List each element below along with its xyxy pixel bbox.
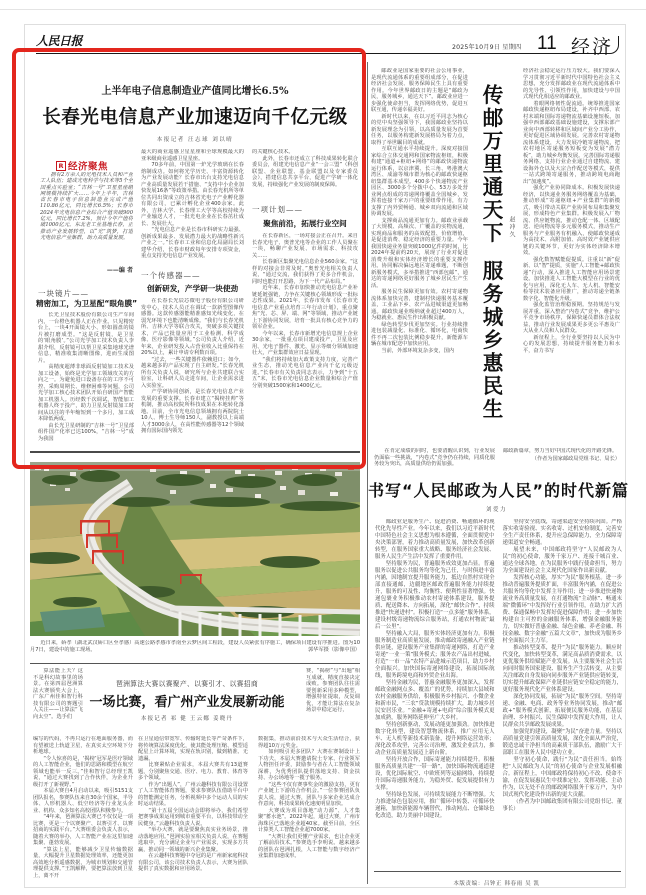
paragraph: 此外，长春市还成立了科技成果转化联合委员会，组建光电信息产业“一会三盟”（科创联盟、企业联盟、基金联盟以及专家委员会），搭建信息共享平台，促进产学研一体化发展，持续强化产业发展的制度保障。 [252,155,358,188]
section-label: 一项计划—— [252,205,303,214]
paragraph: 产学研协同创新，是长春光电信息产业发展的重要支撑。长春市建立“揭榜挂帅”等机制，推动高校院所科技成果在本地转化落地。目前，全市光电信息领域拥有两院院士10人、博士生导师150人，副教授以上高端人才3000余人，在高性能传感器等12个领域拥有国际国内领先 [141,389,244,434]
paragraph-list [371,68,468,354]
article-byline: 本报记者 汪志球 刘以晴 [156,137,234,143]
paragraph: 坚持金融为民，普惠金融服务更加深入。发挥邮政金融网点多、覆盖广的优势，持续加大县域和农村金融服务供给，积极服务乡村振兴、小微企业和新市民，“三农”贷款规模持续扩大，助力城乡居民安居乐业。“金融+寄递+电商”综合服务模式更加成熟，服务网络延伸至广大乡村。 [375,680,495,721]
news-photo-highway-construction [30,462,360,636]
paragraph: 高精度超薄非球面反射镜加工技术及加工设备，始终是光学加工领域攻关的方向之一。为避免进口设备存在的工序不可控、采购周期长、维修困难等问题，公司光学加工核心技术团队开始自研国产智能加工机器人。历经数千次调试，智能加工机器人终于投产，助力卫星反射镜加工时间从以往的半年缩短到一个多月，加工成本降低两成。 [38,364,134,422]
article-body-column [38,312,134,449]
article-changchun-optoelectronics[interactable] [30,62,360,454]
article-body-column [141,298,244,449]
paragraph-list [141,298,244,435]
paragraph: 发挥核心功能，厚实“为民”服务根基。进一步推动普遍服务提质扩面，丰富服务内涵，在促进公共服务均等化中发挥主导作用；进一步推进快递物流业务高质量发展，在打通物流“主动脉”、畅通末端“微循环”中发挥好行业引领作用，在助力扩大消费、保通保畅中发挥好促进保障作用；进一步加快构建自主可控的金融服务体系，增强金融服务能力，切实做好普惠金融、绿色金融、养老金融、科技金融、数字金融“五篇大文章”，加快成为服务乡村全面振兴主力军。 [502,575,622,644]
paragraph-list [141,162,244,260]
continued-text: 的关键核心技术。 [252,149,294,155]
article-closing-text [374,448,495,468]
section-label: 一块镜片—— [38,289,89,298]
article-closing-text [503,448,620,455]
paragraph: 新时代以来，在以习近平同志为核心的党中央坚强领导下，我国邮政业坚持以新发展理念为引领，以高质量发展为首要任务，以服务构建新发展格局为着力点，取得了举世瞩目的成就。 [371,113,468,146]
paragraph: 当前，外部环境复杂多变，国内 [381,347,455,354]
paragraph: 互联互通水平持续提升。深度对接国家综合立体交通网和国家物流枢纽，积极构建“通道+枢纽+网络”的邮政快递物流运行体系，以京津冀、长三角、粤港澳大湾区、成渝等城市群为核心的邮政快递枢纽集群基本成型。400多个快递物流产业园区、3000多个分拨中心、53万多处营业网点组成的寄递网络覆盖全国城乡，发挥着连接千家万户的重要纽带作用，有力支撑了内外贸畅通、城乡双向流通和区域协调发展。 [371,146,468,217]
paragraph: 如何吸引更多团队？大赛在赛制设计上下功夫，本届大赛邀请院士专家、行业领军人物担任评委，鼓励参与者在人工智能领域深耕，为优秀团队提供落地支持、资金扶持、办公场地等一揽子服务。 [258,749,360,781]
paragraph: 在长春新区，一场对接会正在召开。来自长春光电子、奥普光电等企业的工作人员聚在一块，畅聊产业发展、市场需求、科技攻关…… [252,233,358,259]
author-note: （作者为国家邮政局党组书记、局长） [531,456,620,462]
paragraph: 邮政业是国家重要的社会公用事业，是现代流通体系的重要组成部分，在促进经济社会发展、服务保障民生上具有重要作用。今年世界邮政日的主题是“邮政为民，服务城乡，通达天下”。邮政业应进一步强化使命担当，发挥网络优势，促进互联互通，传递幸福美好。 [371,68,468,113]
article-body-column [371,68,468,444]
paragraph: 作为“出题人”，广州云趣科技有限公司设置了人工智能体育赛题，要求参赛队伍借助平台中的智能测定任务，分析视频中多个运动人员的实时运动结果。 [138,781,248,807]
paragraph: 大赛成为项目落地“动力源”、人才集聚“蓄水池”。2022年起，通过大赛，广州市海珠区已落地企业超40家。截至目前，全区计算类人工智能企业超7000家。 [258,807,360,833]
paragraph: 深化协同发展，拓展“为民”服务空间。坚持寄递、金融、电商、政务等业务协同发展，推动“邮政+”服务模式创新，拓展便民服务功能，在基层治理、乡村振兴、民生保障中发挥更大作用，让人民群众共享邮政发展成果。 [502,694,622,728]
paragraph: 长春新区集聚光电信息企业560余家。“这样的对接会非常及时，”奥普光电相关负责人说，“通过交流，我们获得了更多合作机会，同时也能打开思路，为下一代产品布局。” [252,259,358,285]
column-tag-label: 经济聚焦 [68,161,109,173]
paragraph: “这些不仅有赛事奖金的激励支持，更有产业链上下游的合作机会。”一位参赛团队负责人说，通过大赛，团队与多家企业达成合作意向，科技成果转化速度明显加快。 [258,781,360,807]
paragraph-list [138,762,248,873]
paragraph: 近年来，长春市加快推动光电信息产业补链延链强链，力争在关键核心领域形成一批标志性成果。2021年，长春市发布《长春市光电信息产业重点培育三年行动计划》，重点聚焦“光、芯、屏、端、网”等领域，推动产业链上下游协同发展，培育一批具有核心竞争力的领军企业。 [252,285,358,330]
paragraph: “过去，一些关键器件依赖进口；如今，越来越多的产品实现了自主研发。”长春光机所有关负责人说，研究所与企业共建联合实验室，让科研人员走进车间，让企业需求进入实验室。 [141,356,244,389]
continued-text: 在卫星通信带宽窄、传输时延长等严苛条件下，将传统算法深度优化，使其能处理压缩、模型适配星上计算环境，实现在轨识别，做到精准、无遗漏。 [138,736,248,762]
continued-text: 最大的商业遥感卫星星座和全球规模最大的亚米级商业遥感卫星星座。 [141,149,244,162]
editor-signature: ——编 者 [106,267,133,274]
paragraph: 强化产业协同降成本。积极发展快递经济，以快递业务服务网络覆盖为基础，推动形成“寄递枢纽+产业集群”的新模式，吸引带动关联产业协同布局和集聚发展，形成特色产业集群。积极发展入厂物流、供应链物流，推动仓配一体、区域配送、逆向物流等多元服务模式，推动生产服务与产业服务有机融入，使邮政快递成为高技术、高附加值、高时效产业链供应链的关键环节，更好为实体经济降本增效。 [523,185,620,256]
paragraph: 强化监管治理稳预期。坚持规范与发展并重，深入整治“内卷式”竞争，维护公平竞争市场秩序，保障快递员群体合法权益，推动行业发展成果更多更公平惠及广大从业人员和人民群众。 [523,302,620,334]
paragraph: 支撑商品流通更加有力。邮政业承载了大规模、高频次、广覆盖的实物流通，实现商品和服务的高效配置、价值增值，是促进消费、稳定经济的重要力量。今年我国快递业务量突破1000亿件的时间，比2024年提前约20天，展现了行业对促进消费升级和实体经济增长的重要支撑作用。协同解决偏远地区寄递难题，不断创新服务模式，多举措推进“西部包邮”，通达的寄递网络更好服务了城乡居民生产生活。 [371,217,468,289]
newspaper-logo: 人民日报 [36,34,83,48]
author-note: （作者为中国邮政集团有限公司党组书记、董事长） [502,799,622,812]
paragraph: “算法上星，能够减少卫星传输数据量，大幅提升卫星数据处理效率，还能更加高效地分析遥感数据，为城市规划和交通管理提供支撑。”王凯解释，要把算法放到卫星上，离不开 [33,846,133,879]
article-body-column [252,149,358,189]
paragraph: 长光卫星技术股份有限公司生产车间内，一台橙色机器人正在作业。只见精密台上，一块4开面镜大小、形如圆盘的镜片被打磨成型。“这是反射镜，是卫星的‘眼角膜’。”公司光学加工技术负责人李甜介绍，反射镜可以帮卫星采集地球光谱信息，精准收集清晰图像，进而生成图片。 [38,312,134,364]
article-body-column [258,736,360,884]
column-tag-icon: R [56,161,66,171]
article-byline: 本报记者 祁 健 王云娜 姜晓丹 [140,716,234,722]
article-people-postal[interactable] [368,472,630,872]
paragraph: 算法能上天？这不是科幻故事里的场景。在第四届琶洲算法大赛颁奖大会上，广东广州佳和智行科技有限公司的赛题引人关注——让算法“飞向太空”。选手们 [33,668,83,720]
article-byline: 赵冲久 [508,216,515,239]
paragraph-list [38,312,134,442]
paragraph: 绿色转型步伐更加坚实。行业持续推进包装减量化、标准化、循环化，电商快件不再二次包装比例稳步提升，新能源车辆在城市配送中加快应用。 [371,321,468,347]
issue-date: 2025年10月9日 星期四 [452,44,522,51]
paragraph: 坚持服务为民，普遍服务成效更加凸显。普遍服务以促进公共服务均等化为己任，与时俱进丰富内涵，因地制宜提升服务能力，抵边自然村实现全部直接通邮，边疆地区邮政普遍服务能力持续提升，服务的可及性、均衡性、便利性显著增强。快递包裹业务积极推动农村寄递体系建设，服务提质、配送降本、方向拓展，深化“邮快合作”，持续推进“快递进村”。积极打造“一点多能”服务体系，建设村级寄递物流综合服务站，打通农村物流“最后一公里”。 [375,561,495,630]
paragraph: 坚持安全底线，寄递渠道安全持续巩固。严格落实收寄验视、实名收寄、过机安检制度，完善安全生产责任体系，提升应急保障能力，全力保障寄递渠道安全畅通。 [502,519,622,546]
continued-text: 邮政新篇章，努力当好中国式现代化的开路先锋。 [503,448,618,454]
paragraph: 强化数智赋能促提质。注重以“新”促新、以“智”提质，实施“人工智能+邮政快递”行动，深入推进人工智能应用场景建设。加快推进人工智能大模型在行业的优化与应用，深化无人车、无人机、智能安检等技术装备应用推广，推动寄递全链条数字化、智能化升级。 [523,256,620,302]
paragraph: 70多年前，中国第一炉光学玻璃在长春熔制成功。如何将光学历史、丰富资源转化为产业发展动能？长春市出台支持光电信息产业高质量发展若干措施、“支持中小企业加快发展16条”等政策举措。由长春光机所等单位共同出资成立的吉林省光电子产业孵化器有限公司，已累计孵化企业400余家。此外，吉林大学、长春理工大学等高校持续为产业输送人才，一批光电企业在长春茁壮成长、发展壮大。 [141,162,244,227]
photo-caption: 近日来，硚孝（湖北武汉硚口区至孝感）高速公路孝感市孝南至云梦区间工程段，建设人员紧张有序施工，确保项目建设有序推进。图为10月7日，建设中的施工现场。 [30,640,360,653]
article-body-column [33,736,133,884]
section-heading: 聚焦前沿，拓展行业空间 [263,219,347,228]
section-heading: 创新研发，产学研一块使劲 [146,284,239,293]
paragraph: 坚持绿色发展，可持续发展能力不断增强。大力推进绿色包装应用，推广循环中转袋、可循环快递箱，加快新能源车辆替代，推动网点、仓储绿色化改造，助力美丽中国建设。 [375,792,495,819]
page-number: 11 [537,33,557,54]
paragraph-list [375,519,622,820]
paragraph: 比赛紧贴企业需求，本届大赛共有13道赛题，分别聚焦交通、医疗、电力、教育、体育等多个领域。 [138,762,248,781]
paragraph: 推动转型变革，提升“为民”服务能力。顺应时代变化，加快转型变革，满足高品质消费需求，以更优服务供给赋能产业发展。从主要服务社会生活向同时服务国家建设、服务生产生活转变，从主要关注邮政自身发展向同步服务产业链供应链转变，切实提升邮政保障产业链供应链安全稳定的能力，更好服务现代化产业体系建设。 [502,645,622,693]
editor-note: 拥有2万余人的光电技术人员和产业工人队伍；建成光电科学与技术等5个全国重点实验室；“吉林一号”卫星星座组网规模持续扩大……今年上半年，吉林省长春市电子信息制造业完成产值110.86亿元，同比增长6.5%；长春市2024年光电信息产业综合产值突破900亿元，同比增长7.2%，预计今年产值将破1000亿元。东北老工业基地长春，正推动产业发展转型，以“光”筑梦，打造光电信息产业集群，助力高质量发展。 [40,172,133,241]
section-heading: 精密加工，为卫星配“眼角膜” [36,299,138,308]
paragraph: 坚持开放合作，国际寄递能力持续提升。积极服务高质量共建“一带一路”，加快国际物流通道建设，优化国际航空、中欧班列等运输网络，持续提升国际寄递服务能力，为稳外贸、促发展提供有力支撑。 [375,757,495,791]
continued-text: 经济社会稳定运行压力较大。我们要深入学习贯彻习近平新时代中国特色社会主义思想，充分发挥邮政业在现代流通体系中的先导性、引领性作用，加快建设与中国式现代化相适应的邮政业。 [523,68,620,100]
page-editors: 本版责编：吕钟正 韩春雨 吴 凯 [453,881,540,887]
continued-text: 赛，“揭榜”与“出题”相互成就，精度直接决定成败。参赛团队往往需要创新采用多种模型，增强特征提取，反复调优，才能让算法在复杂场景中稳定运行， [306,668,360,713]
paragraph: 坚守初心使命，践行“为民”责任担当。始终把“人民邮政为人民”的初心使命与企业发展相融合。新征程上，中国邮政将保持初心不改、使命不渝，在促发展惠民生中找准定位、发挥功能、主动作为，以无处不在的邮政网络服务千家万户，为中国式现代化建设作出新的更大贡献。 [502,757,622,798]
paragraph: 由长光卫星研制的“吉林一号”卫星部组件国产化率已达100%，“吉林一号”成为我国 [38,422,134,442]
vertical-headline-line-1: 传邮万里通天下 [479,84,503,245]
section-label: 一个传感器—— [141,271,201,280]
paragraph: “第十五届全国运动会即将举办，我们希望把赛事成果运用到城市重要平台，以科技带动全民健身。”云趣科技负责人说。 [138,807,248,827]
continued-text: 数据集，推动前沿技术与大众生活结合，获得超10万元奖金。 [258,736,360,749]
paragraph: 坚持融入大局，服务实体经济更加有力。积极服务制造业高质量发展，推动邮政寄递融入产业链供应链，建设服务产业集群的寄递网络，打造产业寄递“一业一策”服务模式；服务农产品出村进城，打造“一市一品”农特产品进城示范项目，助力乡村全面振兴。加快国际寄递网络建设，拓展国际航线，服务跨境电商和外贸企业出海。 [375,631,495,679]
article-body [375,519,622,867]
article-body-column [252,233,358,449]
paragraph: 在云趣科技赛题中夺冠的是广州新家庭科技有限公司，该公司技术负责人表示，大赛为团队提供了真实数据和应用场景。 [138,853,248,872]
paragraph: 邮政业是服务生产、促进消费、畅通循环的现代化先导性产业。今年以来，我们以习近平新时代中国特色社会主义思想为根本遵循，全面贯彻党中央决策部署，着力推动高质量发展，加快改革创新转型，在服务国家重大战略、服务经济社会发展、服务人民生产生活中发挥了重要作用。 [375,519,495,560]
paragraph: 本届大赛自4月启动以来，吸引5151支团队报名，参赛队伍来自30余个国家。半导体、人形机器人、低空经济等行业龙头企业、机构、众多知名高校团队积极参与。 [33,788,133,814]
paragraph: 在长春长光辰芯微电子股份有限公司研发中心，技术人员正在调试一款新型图像传感器。这款传感器能精准感知光线变化，在弱光环境下也能清晰成像。“我们与长春光机所、吉林大学等联合攻关，突破多项关键技术，产品已批量应用于工业检测、科学成像、医疗影像等领域。”公司负责人介绍，近年来，企业研发投入占营业收入比重保持在20%以上，累计申请专利数百项。 [141,298,244,356]
paragraph: “我们将持续加大政策支持力度，完善产业生态，推动光电信息产业向千亿元级迈进。”长春市有关负责同志表示，力争到“十五五”末，长春市光电信息企业数量和综合产值分别突破1500家和1400亿元。 [252,356,358,389]
article-headline: 一场比赛，看广州产业发展新动能 [89,695,285,710]
paragraph-list [33,756,133,880]
viewer-top-divider [0,9,646,10]
paragraph: 加强党的建设，凝聚“为民”奋进力量。坚持以高质量党建引领高质量发展，深化全面从严治党，锻造忠诚干净担当的高素质干部队伍，激励广大干部职工在服务人民中建功立业。 [502,729,622,756]
paragraph: “令人惊喜的是，‘揭榜’冠军是医疗领域的人工智能企业，他们的思路和模型在航空领域也能举一反三。”佳和智行总经理王凯说，“通过大赛找到了合作伙伴，为企业升级打开了新视野。” [33,755,133,788]
paragraph: 坚持创新驱动，发展动能更加强劲。加快推进数字化转型，建设智慧物流体系，推广应用无人车、无人机等新技术新装备，提升网络运营效率；深化改革攻坚，完善公司治理，激发企业活力，推动企业高质量发展迈上新台阶。 [375,722,495,756]
paragraph: 服务民生保障更加有效。农村寄递物流体系加快完善，建制村快递服务基本覆盖，工业品下乡、农产品进城渠道更加畅通。邮政快递业吸纳就业超过400万人，为稳就业、惠民生作出积极贡献。 [371,289,468,321]
masthead-rule [36,36,619,54]
article-body-column [306,668,360,734]
paragraph: 展望未来，中国邮政将坚守“人民邮政为人民”的初心使命，服务千家万户、连接千城百业、通达全球各地，在为民服务中践行使命担当，努力为全面建设社会主义现代化国家作出新贡献。 [502,547,622,574]
article-headline: 长春光电信息产业加速迈向千亿元级 [42,107,348,128]
paragraph: 新征程上，全行业要坚持以人民为中心的发展思想，持续提升服务能力和水平，奋力书写 [523,334,620,354]
photo-bottom-rule [30,663,360,664]
continued-text: 编写的代码，不再只运行在地面服务器，而有望被送上轨道卫星，在真实太空环境下分析地球。 [33,736,133,755]
section-name: 经济 [571,36,614,58]
paragraph-list [258,749,360,860]
article-body-column [523,68,620,444]
article-kicker: 上半年电子信息制造业产值同比增长6.5% [101,86,289,97]
page-bottom-rule [374,871,621,872]
article-kicker: 琶洲算法大赛以赛聚产、以赛引才、以赛招商 [116,680,258,688]
article-byline: 刘爱力 [485,507,507,513]
paragraph-list [252,156,358,189]
paragraph: “光电信息产业是长春市科研实力最强、创新成果最多、发展潜力最大的战略性新兴产业之一。”长春市工业和信息化局副局长刘建华介绍，长春市财政每年安排专项资金，重点支持光电信息产业发展。 [141,227,244,259]
paragraph: 着眼网络韧性促流通。统筹推进国家邮政快递枢纽布局建设，补齐中西部、农村末端和国际寄递物流基础设施短板。加强中西部邮政基础设施建设，支撑东部产业向中西部转移和区域间产业分工协作，更好促进区域协调发展。完善农村寄递物流体系建设，大力发展冷链寄递物流，把农村地区寄递服务短板变为发展“潜力板”，助力城乡均衡发展。完善国际寄递服务网络，支持行业企业通过自建物流、建设海外仓以及大宗合作配送等模式，提供一站式跨境寄递服务，推动跨境电商跑出“加速度”。 [523,100,620,185]
paragraph: “举办大赛，就是要聚焦真实业务场景，推动落地应用。”琶洲实验室相关负责人说，在赛题选取中，充分满足企业与产业需求，实现多方共赢，推动同一领域的新兴企业集聚。 [138,827,248,853]
article-headline: 书写“人民邮政为人民”的时代新篇 [368,481,630,500]
vertical-headline-line-2: 服务城乡惠民生 [479,260,503,421]
article-bottom-rule [30,451,360,453]
article-pazhou-algorithm-contest[interactable] [30,665,362,887]
paragraph: “4年来，琶洲算法大赛已不仅仅是一项比赛，更是一个以赛聚产、以赛引才、以赛招商的实践平台。”大赛组委会负责人表示，随着大赛的举办，人工智能产业在这里加速集聚、蓬勃发展。 [33,814,133,846]
paragraph-list [523,101,620,355]
article-postal-service[interactable] [368,62,625,470]
paragraph: “大赛让我们更懂产业需求，也让企业更了解前沿技术。”参赛选手李明说。越来越多的团队在琶洲扎根，人工智能与数字经济产业集群加速成形。 [258,833,360,859]
article-body-column [141,149,244,263]
paragraph: 今年以来，长春市新增光电信息规上企业30余家，一批重点项目建成投产，卫星及应用、光电子器件、激光、显示等细分领域加速壮大，产业集群效应日益显现。 [252,330,358,356]
photo-credit: 郭华军摄（影像中国） [308,647,360,653]
paragraph-list [252,233,358,389]
paragraph: 在肯定成绩的同时，也要清醒认识到，行业发展仍面临一些挑战，“内卷式”竞争仍在持续，同质化服务较为突出，高质量供给仍需加强。 [374,448,495,467]
article-body-column [138,736,248,884]
